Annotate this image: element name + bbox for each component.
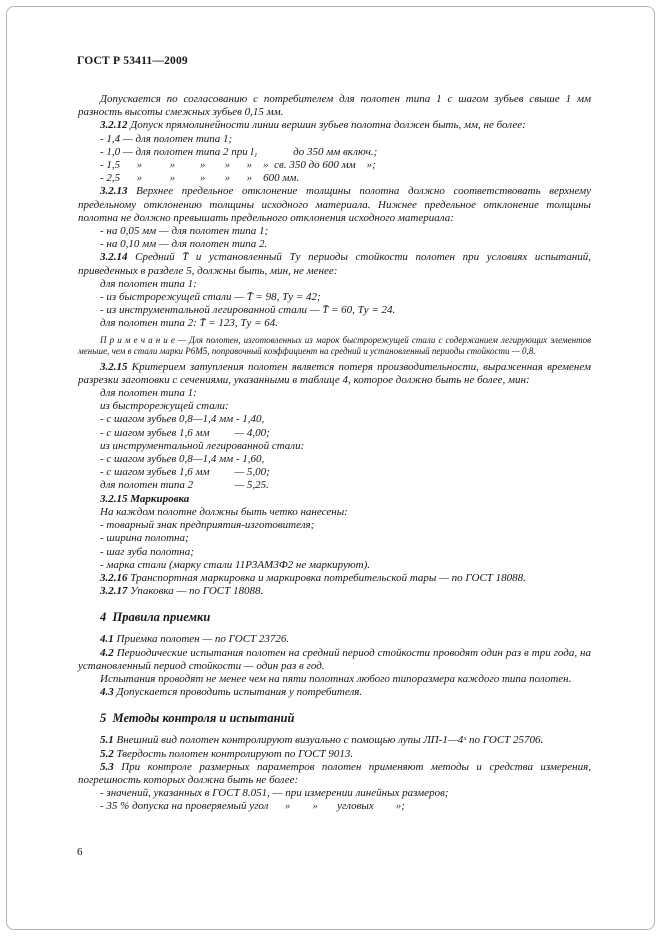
intro-paragraph: Допускается по согласованию с потребителем для полотен типа 1 с шагом зубьев свыше 1 мм разность высоты смежных зубьев 0,15 мм.: [78, 93, 591, 119]
page-content: [78, 93, 591, 814]
list-item-line: - с шагом зубьев 1,6 мм — 5,00;: [100, 466, 270, 479]
clause-4-3: [78, 686, 591, 699]
clause-text: Твердость полотен контролируют по ГОСТ 9013.: [116, 747, 354, 760]
clause-text: Допускается проводить испытания у потребителя.: [116, 686, 363, 699]
text-line: для полотен типа 2: T̄ = 123, Tу = 64.: [100, 317, 279, 330]
clause-5-1: [78, 734, 591, 747]
clause-4-1: [78, 633, 591, 646]
clause-3-2-13: [78, 185, 591, 225]
text-line: из быстрорежущей стали:: [100, 400, 229, 413]
clause-number: 3.2.15: [100, 360, 132, 373]
clause-4-2: [78, 647, 591, 673]
section-5-heading: 5 Методы контроля и испытаний: [100, 711, 295, 726]
clause-number: 4.1: [100, 633, 117, 646]
list-item-line: - 2,5 » » » » » 600 мм.: [100, 172, 300, 185]
list-item-line: - 1,4 — для полотен типа 1;: [100, 132, 233, 145]
clause-number: 3.2.16: [100, 571, 131, 584]
list-item-line: - на 0,10 мм — для полотен типа 2.: [100, 238, 268, 251]
clause-number: 5.2: [100, 747, 117, 760]
note-paragraph: П р и м е ч а н и е — Для полотен, изготовленных из марок быстрорежущей стали с содержанием легирующих элементов меньше, чем в стали марки Р6М5, поправочный коэффициент на средний и установленный периоды стойкости — 0,8.: [78, 334, 591, 356]
text-line: На каждом полотне должны быть четко нанесены:: [100, 505, 348, 518]
clause-text: Транспортная маркировка и маркировка потребительской тары — по ГОСТ 18088.: [130, 571, 526, 584]
clause-3-2-16: [78, 572, 591, 585]
list-item-line: - из инструментальной легированной стали — T̄ = 60, Tу = 24.: [100, 304, 396, 317]
text-line: из инструментальной легированной стали:: [100, 439, 305, 452]
list-item-line: - с шагом зубьев 0,8—1,4 мм - 1,60,: [100, 453, 265, 466]
clause-3-2-12: [78, 119, 591, 132]
clause-3-2-17: [78, 585, 591, 598]
text-line: для полотен типа 1:: [100, 387, 197, 400]
list-item-line: - на 0,05 мм — для полотен типа 1;: [100, 225, 269, 238]
list-item-line: - 1,0 — для полотен типа 2 при l₁ до 350 мм включ.;: [100, 145, 378, 158]
clause-text: Критерием затупления полотен является потеря производительности, выраженная временем разрезки заготовки с сечениями, указанными в таблице 4, которое должно быть не более, мин:: [78, 360, 592, 386]
list-item-line: - с шагом зубьев 0,8—1,4 мм - 1,40,: [100, 413, 265, 426]
list-item-line: - с шагом зубьев 1,6 мм — 4,00;: [100, 426, 270, 439]
clause-3-2-15-marking-heading: 3.2.15 Маркировка: [100, 492, 190, 505]
text-line: для полотен типа 1:: [100, 277, 197, 290]
clause-number: 3.2.14: [100, 251, 136, 264]
clause-number: 5.1: [100, 734, 117, 747]
list-item-line: - 35 % допуска на проверяемый угол » » угловых »;: [100, 800, 405, 813]
clause-text: Допуск прямолинейности линии вершин зубьев полотна должен быть, мм, не более:: [130, 119, 526, 132]
list-item-line: - шаг зуба полотна;: [100, 545, 194, 558]
page-number: 6: [77, 846, 83, 858]
clause-number: 3.2.13: [100, 185, 137, 198]
clause-3-2-15: [78, 361, 591, 387]
clause-text: Периодические испытания полотен на средний период стойкости проводят один раз в три года, на установленный период стойкости — один раз в год.: [78, 646, 591, 672]
list-item-line: - товарный знак предприятия-изготовителя;: [100, 519, 315, 532]
clause-5-2: [78, 748, 591, 761]
list-item-line: - из быстрорежущей стали — T̄ = 98, Tу = 42;: [100, 291, 321, 304]
list-item-line: - значений, указанных в ГОСТ 8.051, — при измерении линейных размеров;: [100, 787, 449, 800]
clause-5-3: [78, 761, 591, 787]
text-line: Испытания проводят не менее чем на пяти полотнах любого типоразмера каждого типа полотен.: [100, 672, 572, 685]
clause-text: При контроле размерных параметров полотен применяют методы и средства измерения, погрешность которых должна быть не более:: [78, 760, 592, 786]
clause-number: 4.2: [100, 646, 117, 659]
standard-designation: ГОСТ Р 53411—2009: [77, 55, 188, 67]
text-line: для полотен типа 2 — 5,25.: [100, 479, 269, 492]
clause-text: Внешний вид полотен контролируют визуально с помощью лупы ЛП-1—4ˣ по ГОСТ 25706.: [116, 734, 544, 747]
list-item-line: - 1,5 » » » » » » св. 350 до 600 мм »;: [100, 159, 376, 172]
list-item-line: - ширина полотна;: [100, 532, 189, 545]
clause-text: Верхнее предельное отклонение толщины полотна должно соответствовать верхнему предельному отклонению толщины исходного материала. Нижнее предельное отклонение толщины полотна не должно превышать предельного отклонения исходного материала:: [78, 185, 591, 224]
list-item-line: - марка стали (марку стали 11Р3АМ3Ф2 не маркируют).: [100, 558, 371, 571]
clause-text: Средний T̄ и установленный Tу периоды стойкости полотен при условиях испытаний, приведенных в разделе 5, должны быть, мин, не менее:: [78, 251, 592, 277]
clause-text: Упаковка — по ГОСТ 18088.: [130, 585, 264, 598]
clause-number: 3.2.17: [100, 585, 131, 598]
clause-number: 4.3: [100, 686, 117, 699]
section-4-heading: 4 Правила приемки: [100, 610, 211, 625]
clause-number: 3.2.12: [100, 119, 131, 132]
clause-text: Приемка полотен — по ГОСТ 23726.: [116, 633, 290, 646]
clause-number: 5.3: [100, 760, 122, 773]
clause-3-2-14: [78, 251, 591, 277]
